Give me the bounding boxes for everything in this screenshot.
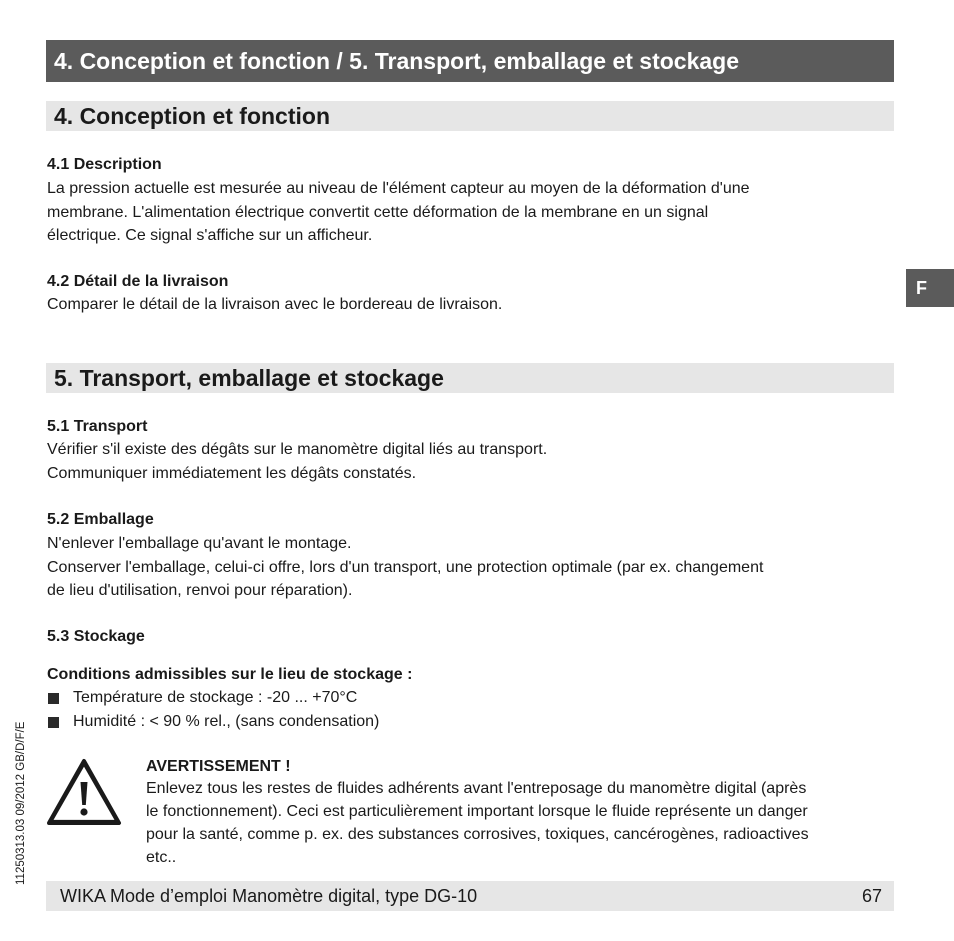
footer-text: WIKA Mode d’emploi Manomètre digital, type DG-10 [60,886,478,906]
subsection-4-1-heading: 4.1 Description [47,156,162,173]
warning-title: AVERTISSEMENT ! [146,758,291,775]
section-4-title: 4. Conception et fonction [46,101,894,131]
text-line: de lieu d'utilisation, renvoi pour réparation). [47,582,353,599]
text-line: Communiquer immédiatement les dégâts constatés. [47,464,417,482]
storage-conditions-heading: Conditions admissibles sur le lieu de stockage : [47,666,413,683]
section-5-title: 5. Transport, emballage et stockage [46,363,894,393]
text-line: électrique. Ce signal s'affiche sur un afficheur. [47,227,373,244]
subsection-5-3-heading: 5.3 Stockage [47,628,145,645]
list-item-text: Température de stockage : -20 ... +70°C [73,689,358,706]
page-footer [46,881,894,911]
text-line: Enlevez tous les restes de fluides adhérents avant l'entreposage du manomètre digital (après [146,780,807,797]
warning-text [146,777,896,869]
storage-conditions-list [47,686,379,733]
text-line: pour la santé, comme p. ex. des substances corrosives, toxiques, cancérogènes, radioactives [146,826,809,843]
text-line: le fonctionnement). Ceci est particulièrement important lorsque le fluide représente un danger [146,803,808,820]
subsection-5-1-text [47,438,887,485]
document-code: 11250313.03 09/2012 GB/D/F/E [15,721,27,885]
text-line: La pression actuelle est mesurée au niveau de l'élément capteur au moyen de la déformation d'une [47,180,750,197]
list-item-text: Humidité : < 90 % rel., (sans condensation) [73,712,380,730]
language-tab: F [906,269,954,307]
bullet-square-icon [48,717,59,728]
list-item [47,710,379,734]
text-line: Conserver l'emballage, celui-ci offre, lors d'un transport, une protection optimale (par ex. changement [47,558,764,576]
text-line: Comparer le détail de la livraison avec le bordereau de livraison. [47,296,503,313]
list-item [47,686,379,710]
subsection-5-2-heading: 5.2 Emballage [47,511,154,528]
text-line: Vérifier s'il existe des dégâts sur le manomètre digital liés au transport. [47,441,548,458]
page-banner-title: 4. Conception et fonction / 5. Transport, emballage et stockage [46,40,894,82]
subsection-4-2-heading: 4.2 Détail de la livraison [47,273,229,290]
subsection-5-1-heading: 5.1 Transport [47,418,148,435]
warning-triangle-icon [46,758,122,826]
subsection-5-2-text [47,532,887,603]
text-line: N'enlever l'emballage qu'avant le montage. [47,535,352,552]
bullet-square-icon [48,693,59,704]
text-line: membrane. L'alimentation électrique convertit cette déformation de la membrane en un signal [47,203,709,221]
page-number: 67 [861,886,882,906]
subsection-4-1-text [47,177,887,248]
text-line: etc.. [146,849,177,866]
subsection-4-2-text [47,293,887,317]
